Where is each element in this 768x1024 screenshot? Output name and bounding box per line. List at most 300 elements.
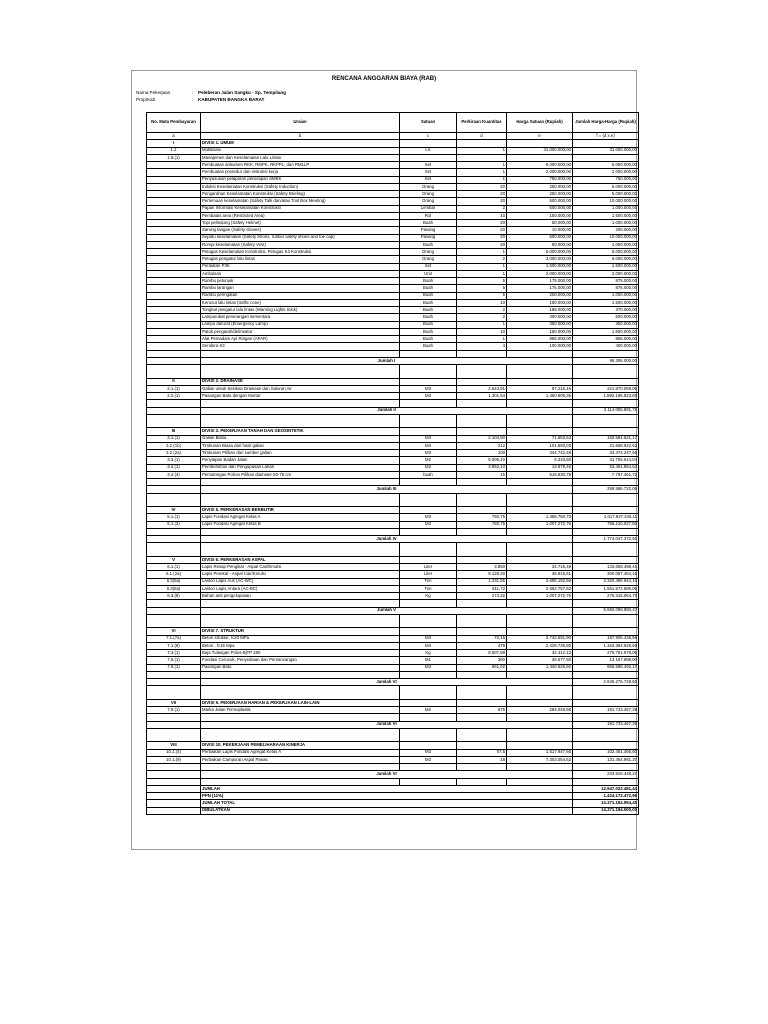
item-quantity: 8.128,20 (457, 571, 507, 578)
empty-cell (507, 421, 573, 428)
spacer-row (147, 365, 639, 372)
empty-cell (147, 536, 201, 543)
item-number (147, 183, 201, 190)
item-quantity: 20 (457, 220, 507, 227)
item-description: Mobilisasi (201, 147, 400, 154)
item-description: Patok pengarah/delineator (201, 328, 400, 335)
item-total: 1.000.000,00 (573, 220, 639, 227)
item-description: Pertemuan keselamatan (Safety Talk dan/atau Tool Box Meeting) (201, 198, 400, 205)
item-number: 2.2.(1) (147, 393, 201, 400)
subtotal-label: Jumlah VI (201, 771, 573, 778)
subtotal-row (147, 407, 639, 414)
spacer-row (147, 735, 639, 742)
item-number: 5.1.(2) (147, 521, 201, 528)
item-unit: Buah (400, 307, 457, 314)
header-code-e: e (507, 133, 573, 140)
item-description: Tongkat pengatur lalu lintas (Warning Lights Stick) (201, 307, 400, 314)
header-uraian: Uraian (201, 113, 400, 133)
item-total: 53.464.854,62 (573, 464, 639, 471)
spacer-row (147, 371, 639, 378)
item-description: Alat Pemadam Api Ringan (APAR) (201, 336, 400, 343)
empty-cell (400, 140, 457, 147)
item-unit: Unit (400, 270, 457, 277)
empty-cell (147, 679, 201, 686)
spacer-row (147, 421, 639, 428)
empty-cell (457, 686, 507, 693)
item-total: 34.474.247,66 (573, 450, 639, 457)
empty-cell (457, 421, 507, 428)
empty-cell (400, 714, 457, 721)
item-description: Bahan anti pengelupasan (201, 593, 400, 600)
empty-cell (147, 486, 201, 493)
item-quantity: 661,02 (457, 664, 507, 671)
empty-cell (507, 693, 573, 700)
empty-cell (147, 414, 201, 421)
item-total: 3.320.496.944,16 (573, 578, 639, 585)
subtotal-value: 233.916.448,27 (573, 771, 639, 778)
item-number: 7.3.(1) (147, 650, 201, 657)
empty-cell (147, 357, 201, 364)
spacer-row (147, 400, 639, 407)
item-number: 7.1.(7a) (147, 635, 201, 642)
empty-cell (573, 550, 639, 557)
item-total: 1.892.185.823,69 (573, 393, 639, 400)
province-value: KABUPATEN BANGKA BARAT (198, 97, 265, 102)
item-total: 1.017.837.345,11 (573, 514, 639, 521)
empty-cell (400, 414, 457, 421)
item-number (147, 278, 201, 285)
item-unit-price: 2.000.000,00 (507, 270, 573, 277)
item-number (147, 314, 201, 321)
item-total: 6.000.000,00 (573, 256, 639, 263)
item-description: Laston Lapis Antara (AC-BC) (201, 585, 400, 592)
province-label: Prop/Kab (136, 97, 156, 102)
item-description: Lapis Fondasi Agregat Kelas A (201, 514, 400, 521)
item-unit-price: 856.000,00 (507, 336, 573, 343)
item-total: 191.733.467,39 (573, 707, 639, 714)
empty-cell (507, 600, 573, 607)
item-unit: M2 (400, 457, 457, 464)
item-number (147, 205, 201, 212)
spacer-row (147, 671, 639, 678)
item-unit-price: 500.000,00 (507, 234, 573, 241)
job-name-value: Peleberan Jalan Sangku - Sp. Tempilang (198, 90, 286, 95)
empty-cell (400, 550, 457, 557)
subtotal-value: 191.733.467,39 (573, 721, 639, 728)
item-unit-price: 13.879,46 (507, 464, 573, 471)
empty-cell (457, 400, 507, 407)
item-unit: M1 (400, 657, 457, 664)
item-quantity: 3.850 (457, 564, 507, 571)
item-unit: Buah (400, 336, 457, 343)
item-description: Baja Tulangan Polos-BjTP 280 (201, 650, 400, 657)
empty-cell (201, 543, 400, 550)
empty-cell (400, 479, 457, 486)
item-quantity: 5 (457, 285, 507, 292)
item-unit: Liter (400, 564, 457, 571)
table-row (147, 256, 639, 263)
item-number: 7.1.(8) (147, 642, 201, 649)
item-description: Fondasi Cerucuk, Penyediaan dan Pemancangan (201, 657, 400, 664)
item-unit-price: 250.000,00 (507, 183, 573, 190)
item-unit-price: 2.696.192,56 (507, 578, 573, 585)
item-unit: Orang (400, 183, 457, 190)
empty-cell (457, 728, 507, 735)
table-row (147, 241, 639, 248)
table-row (147, 278, 639, 285)
header-no: No. Mata Pembayaran (147, 113, 201, 133)
empty-cell (147, 614, 201, 621)
item-unit: Rol (400, 212, 457, 219)
subtotal-row (147, 536, 639, 543)
empty-cell (507, 428, 573, 435)
subtotal-label: Jumlah VI (201, 721, 573, 728)
item-description: Sepatu keselamatan (Safety Shoes, rubber safety shoes and toe cap) (201, 234, 400, 241)
item-number: 10.1.(4) (147, 749, 201, 756)
table-row (147, 249, 639, 256)
table-row (147, 314, 639, 321)
empty-cell (457, 371, 507, 378)
item-unit: Set (400, 169, 457, 176)
header-code-b: b (201, 133, 400, 140)
item-total: 275.751.975,06 (573, 650, 639, 657)
item-unit: Buah (400, 343, 457, 350)
item-number: 3.2.(1b) (147, 442, 201, 449)
item-quantity: 10 (457, 299, 507, 306)
empty-cell (147, 714, 201, 721)
empty-cell (147, 421, 201, 428)
item-total: 13.167.898,00 (573, 657, 639, 664)
item-quantity: 3.852,10 (457, 464, 507, 471)
subtotal-row (147, 679, 639, 686)
item-total: 5.000.000,00 (573, 162, 639, 169)
table-row (147, 234, 639, 241)
empty-cell (201, 778, 400, 785)
empty-cell (147, 600, 201, 607)
empty-cell (573, 378, 639, 385)
empty-cell (573, 528, 639, 535)
table-row (147, 299, 639, 306)
item-unit: Lembar (400, 205, 457, 212)
item-unit-price: 250.000,00 (507, 191, 573, 198)
item-unit-price: 5.000.000,00 (507, 249, 573, 256)
empty-cell (201, 600, 400, 607)
item-unit: M3 (400, 635, 457, 642)
item-number: 1.2 (147, 147, 201, 154)
header-code-d: d (457, 133, 507, 140)
table-row (147, 635, 639, 642)
empty-cell (147, 500, 201, 507)
item-number: 7.9.(1) (147, 707, 201, 714)
item-number (147, 191, 201, 198)
table-row (147, 464, 639, 471)
spacer-row (147, 493, 639, 500)
item-description: Induksi Keselamatan Konstruksi (Safety Induction) (201, 183, 400, 190)
empty-cell (400, 686, 457, 693)
empty-cell (457, 671, 507, 678)
item-unit: M3 (400, 749, 457, 756)
item-total: 276.315.064,70 (573, 593, 639, 600)
item-quantity: 100 (457, 450, 507, 457)
empty-cell (573, 371, 639, 378)
item-quantity: 1 (457, 263, 507, 270)
empty-cell (201, 693, 400, 700)
item-unit-price: 71.553,63 (507, 435, 573, 442)
item-number: 7.9.(1) (147, 664, 201, 671)
item-unit-price: 101.693,03 (507, 442, 573, 449)
empty-cell (507, 507, 573, 514)
item-unit: Buah (400, 292, 457, 299)
empty-cell (400, 365, 457, 372)
empty-cell (147, 785, 201, 792)
subtotal-row (147, 771, 639, 778)
spacer-row (147, 479, 639, 486)
item-description: Papan Informasi Keselamatan Konstruksi (201, 205, 400, 212)
item-total: 10.000.000,00 (573, 198, 639, 205)
item-unit: Pasang (400, 234, 457, 241)
item-unit-price: 7.303.054,52 (507, 756, 573, 763)
item-unit: M2 (400, 464, 457, 471)
grand-total-row (147, 785, 639, 792)
item-quantity: 2 (457, 205, 507, 212)
empty-cell (507, 671, 573, 678)
empty-cell (201, 350, 400, 357)
item-description: Pasangan Batu (201, 664, 400, 671)
item-total: 200.000,00 (573, 227, 639, 234)
item-number: 5.1.(1) (147, 514, 201, 521)
empty-cell (573, 742, 639, 749)
item-quantity: 2.543,91 (457, 385, 507, 392)
empty-cell (201, 528, 400, 535)
item-number: 10.1.(9) (147, 756, 201, 763)
item-unit-price: 5.000.000,00 (507, 162, 573, 169)
table-row (147, 471, 639, 478)
item-unit-price: 34.716,49 (507, 564, 573, 571)
empty-cell (147, 671, 201, 678)
item-description: Pasangan Batu dengan Mortar (201, 393, 400, 400)
empty-cell (457, 764, 507, 771)
item-quantity: 1.301,54 (457, 393, 507, 400)
item-unit-price: 185.000,00 (507, 307, 573, 314)
province-colon: : (192, 97, 194, 102)
empty-cell (457, 556, 507, 563)
empty-cell (457, 414, 507, 421)
item-quantity: 1.231,55 (457, 578, 507, 585)
empty-cell (147, 693, 201, 700)
empty-cell (147, 621, 201, 628)
item-unit-price: 175.000,00 (507, 278, 573, 285)
item-total: 1.163.364.928,66 (573, 642, 639, 649)
item-quantity: 20 (457, 234, 507, 241)
empty-cell (573, 735, 639, 742)
grand-total-row (147, 793, 639, 800)
item-number (147, 307, 201, 314)
subtotal-value: 96.306.000,00 (573, 357, 639, 364)
empty-cell (400, 528, 457, 535)
item-unit-price: 344.742,48 (507, 450, 573, 457)
division-title: DIVISI 1. UMUM (201, 140, 400, 147)
item-unit-price: 6.333,60 (507, 457, 573, 464)
empty-cell (573, 414, 639, 421)
empty-cell (147, 543, 201, 550)
item-total: 31.000.000,00 (573, 147, 639, 154)
item-number (147, 162, 201, 169)
item-total: 5.000.000,00 (573, 249, 639, 256)
item-quantity: 8.507,68 (457, 650, 507, 657)
empty-cell (201, 764, 400, 771)
table-row (147, 328, 639, 335)
item-description: Penyiapan Badan Jalan (201, 457, 400, 464)
empty-cell (573, 556, 639, 563)
empty-cell (457, 742, 507, 749)
item-unit-price: 1.440.525,60 (507, 664, 573, 671)
item-unit-price: 87.216,16 (507, 385, 573, 392)
division-title: DIVISI 6. PERKERASAN ASPAL (201, 556, 400, 563)
rab-table (146, 112, 639, 815)
empty-cell (400, 764, 457, 771)
empty-cell (147, 778, 201, 785)
item-total: 10.000.000,00 (573, 234, 639, 241)
item-description: Perbaikan Lapis Fondasi Agregat Kelas A (201, 749, 400, 756)
item-unit-price: 32.412,12 (507, 650, 573, 657)
empty-cell (400, 742, 457, 749)
item-quantity: 5 (457, 278, 507, 285)
item-unit: M3 (400, 642, 457, 649)
table-row (147, 336, 639, 343)
table-row (147, 435, 639, 442)
item-quantity: 1 (457, 321, 507, 328)
subtotal-value: 5.592.099.850,47 (573, 607, 639, 614)
empty-cell (507, 728, 573, 735)
empty-cell (147, 807, 201, 814)
header-code-f: f = (d x e) (573, 133, 639, 140)
empty-cell (201, 550, 400, 557)
item-total: 966.586.492,17 (573, 664, 639, 671)
item-description: Penyusunan pelaporan penerapan SMKK (201, 176, 400, 183)
empty-cell (573, 507, 639, 514)
item-unit-price: 150.000,00 (507, 328, 573, 335)
item-unit: Set (400, 162, 457, 169)
empty-cell (147, 735, 201, 742)
item-number: 6.1.(2a) (147, 571, 201, 578)
empty-cell (457, 614, 507, 621)
empty-cell (201, 414, 400, 421)
item-unit-price: 1.007.272,76 (507, 593, 573, 600)
table-row (147, 593, 639, 600)
empty-cell (147, 400, 201, 407)
item-unit-price: 300.000,00 (507, 314, 573, 321)
item-total: 5.000.000,00 (573, 191, 639, 198)
item-total: 7.797.461,72 (573, 471, 639, 478)
item-number: 2.1.(1) (147, 385, 201, 392)
item-unit-price: 36.577,50 (507, 657, 573, 664)
item-quantity: 2 (457, 314, 507, 321)
table-row (147, 578, 639, 585)
item-total: 600.000,00 (573, 314, 639, 321)
item-unit: Orang (400, 249, 457, 256)
item-quantity: 1 (457, 270, 507, 277)
empty-cell (147, 528, 201, 535)
spacer-row (147, 686, 639, 693)
item-total: 400.000,00 (573, 343, 639, 350)
item-total: 875.000,00 (573, 285, 639, 292)
item-unit: Set (400, 176, 457, 183)
item-quantity: 360 (457, 657, 507, 664)
item-description: Timbunan Biasa dari hasil galian (201, 442, 400, 449)
empty-cell (457, 365, 507, 372)
table-row (147, 169, 639, 176)
table-row (147, 292, 639, 299)
spacer-row (147, 728, 639, 735)
empty-cell (573, 479, 639, 486)
header-harga: Harga Satuan (Rupiah) (507, 113, 573, 133)
item-number (147, 270, 201, 277)
item-total: 102.461.466,60 (573, 749, 639, 756)
division-row (147, 378, 639, 385)
item-description: Laston Lapis Aus (AC-WC) (201, 578, 400, 585)
item-unit: Ton (400, 585, 457, 592)
subtotal-value: 2.645.276.728,60 (573, 679, 639, 686)
empty-cell (507, 778, 573, 785)
table-header (147, 113, 639, 140)
item-unit: buah (400, 471, 457, 478)
empty-cell (507, 628, 573, 635)
item-number: 3.3.(1) (147, 457, 201, 464)
empty-cell (507, 550, 573, 557)
item-description: Beton struktur, fc20 MPa (201, 635, 400, 642)
table-row (147, 756, 639, 763)
item-unit: M3 (400, 521, 457, 528)
job-name-label: Nama Pekerjaan (136, 90, 171, 95)
item-unit-price: 2.552.757,62 (507, 585, 573, 592)
item-total: 1.500.000,00 (573, 299, 639, 306)
item-unit-price: 175.000,00 (507, 285, 573, 292)
empty-cell (507, 528, 573, 535)
grand-total-label: JUMLAH (201, 785, 573, 792)
empty-cell (400, 614, 457, 621)
item-unit: Ton (400, 578, 457, 585)
empty-cell (400, 671, 457, 678)
subtotal-row (147, 607, 639, 614)
item-quantity: 750,75 (457, 521, 507, 528)
item-total: 1.561.572.889,06 (573, 585, 639, 592)
empty-cell (457, 507, 507, 514)
empty-cell (201, 500, 400, 507)
item-unit-price: 100.000,00 (507, 343, 573, 350)
item-unit: M3 (400, 385, 457, 392)
item-total: 5.000.000,00 (573, 183, 639, 190)
empty-cell (457, 714, 507, 721)
subtotal-label: Jumlah II (201, 407, 573, 414)
grand-total-row (147, 807, 639, 814)
subtotal-label: Jumlah I (201, 357, 573, 364)
table-row (147, 657, 639, 664)
empty-cell (507, 400, 573, 407)
empty-cell (507, 350, 573, 357)
table-row (147, 450, 639, 457)
grand-total-value: 14.371.194.954,40 (573, 800, 639, 807)
empty-cell (573, 421, 639, 428)
item-total: 1.500.000,00 (573, 263, 639, 270)
empty-cell (457, 378, 507, 385)
empty-cell (573, 671, 639, 678)
item-quantity: 15 (457, 471, 507, 478)
empty-cell (457, 693, 507, 700)
header-code-a: a (147, 133, 201, 140)
table-row (147, 205, 639, 212)
table-row (147, 571, 639, 578)
empty-cell (457, 479, 507, 486)
